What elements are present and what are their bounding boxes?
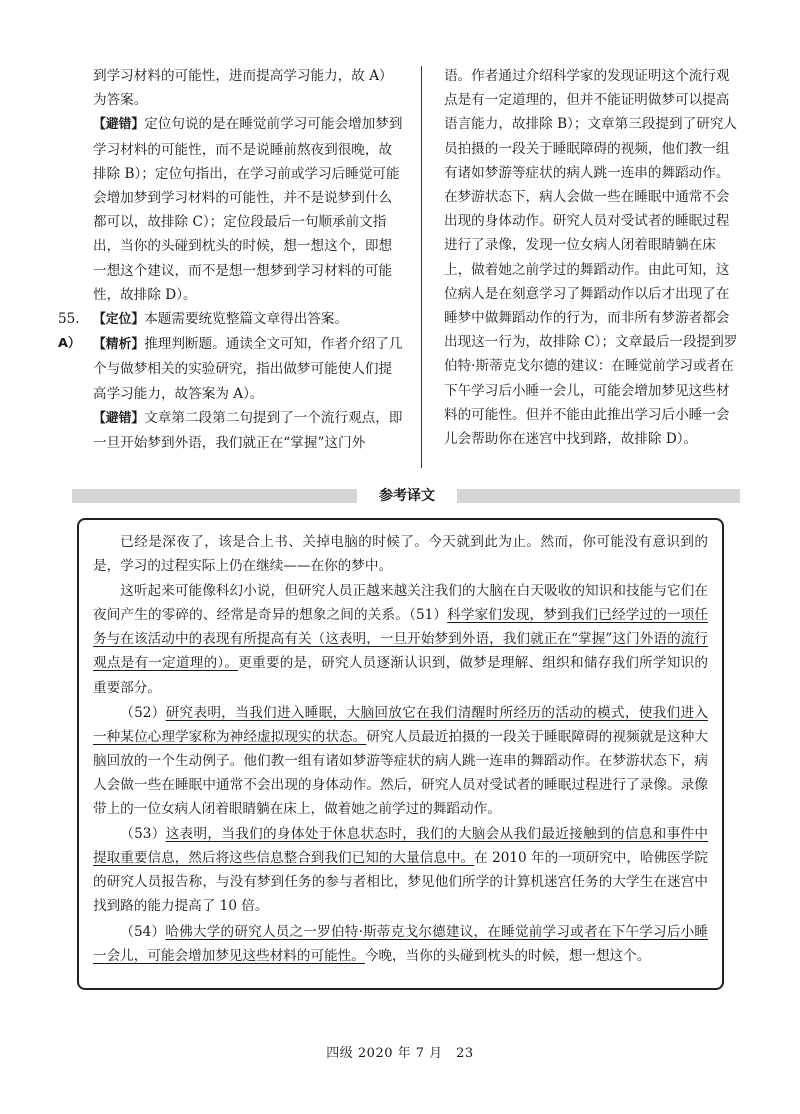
underlined-sentence-53: 这表明，当我们的身体处于休息状态时，我们的大脑会从我们最近接触到的信息和事件中提取重要信息，然后将这些信息整合到我们已知的大量信息中。 [93, 826, 708, 867]
column-divider [421, 66, 422, 468]
avoid-error-tag: 【避错】 [93, 117, 145, 133]
translation-paragraph-3: （52）研究表明，当我们进入睡眠，大脑回放它在我们清醒时所经历的活动的模式，使我们进入一种某位心理学家称为神经虚拟现实的状态。研究人员最近拍摄的一段关于睡眠障碍的视频就是这种大脑回放的一个生动例子。他们教一组有诸如梦游等症状的病人跳一连串的舞蹈动作。在梦游状态下，病人会做一些在睡眠中通常不会出现的身体动作。然后，研究人员对受试者的睡眠过程进行了录像。录像带上的一位女病人闭着眼睛躺在床上，做着她之前学过的舞蹈动作。 [93, 704, 709, 818]
translation-box [77, 518, 724, 990]
answer-label: A） [58, 336, 81, 352]
left-column [58, 64, 403, 455]
analysis-tag: 【精析】 [93, 337, 145, 353]
marker-54: （54） [120, 923, 166, 940]
underlined-sentence-54: 哈佛大学的研究人员之一罗伯特·斯蒂克戈尔德建议，在睡觉前学习或者在下午学习后小睡一会儿，可能会增加梦见这些材料的可能性。 [93, 923, 708, 964]
marker-53: （53） [120, 826, 166, 843]
avoid-error-continuation: 语。作者通过介绍科学家的发现证明这个流行观点是有一定道理的，但并不能证明做梦可以提高语言能力，故排除 B）；文章第三段提到了研究人员拍摄的一段关于睡眠障碍的视频，他们教一组有诸如梦游等症状的病人跳一连串的舞蹈动作。在梦游状态下，病人会做一些在睡眠中通常不会出现的身体动作。研究人员对受试者的睡眠过程进行了录像，发现一位女病人闭着眼睛躺在床上，做着她之前学过的舞蹈动作。由此可知，这位病人是在刻意学习了舞蹈动作以后才出现了在睡梦中做舞蹈动作的行为，而非所有梦游者都会出现这一行为，故排除 C）；文章最后一段提到罗伯特·斯蒂克戈尔德的建议：在睡觉前学习或者在下午学习后小睡一会儿，可能会增加梦见这些材料的可能性。但并不能由此推出学习后小睡一会儿会帮助你在迷宫中找到路，故排除 D）。 [444, 68, 738, 448]
question-number: 55. [58, 311, 80, 328]
marker-51: （51） [409, 607, 448, 624]
analysis-paragraph: 到学习材料的可能性，进而提高学习能力，故 A）为答案。 [93, 68, 393, 109]
analysis-paragraph-55: A） 【精析】推理判断题。通读全文可知，作者介绍了几个与做梦相关的实验研究，指出做梦可能使人们提高学习能力，故答案为 A）。 [58, 332, 403, 406]
avoid-error-paragraph-55: 【避错】文章第二段第二句提到了一个流行观点，即一旦开始梦到外语，我们就正在“掌握”这门外 [93, 409, 403, 452]
avoid-error-tag: 【避错】 [93, 410, 145, 426]
marker-52: （52） [120, 704, 166, 721]
translation-paragraph-2: 这听起来可能像科幻小说，但研究人员正越来越关注我们的大脑在白天吸收的知识和技能与它们在夜间产生的零碎的、经常是奇异的想象之间的关系。（51）科学家们发现，梦到我们已经学过的一项任务与在该活动中的表现有所提高有关（这表明，一旦开始梦到外语，我们就正在“掌握”这门外语的流行观点是有一定道理的）。更重要的是，研究人员逐渐认识到，做梦是理解、组织和储存我们所学知识的重要部分。 [93, 583, 709, 696]
underlined-sentence-52: 研究表明，当我们进入睡眠，大脑回放它在我们清醒时所经历的活动的模式，使我们进入一种某位心理学家称为神经虚拟现实的状态。 [93, 704, 708, 745]
page-footer: 四级 2020 年 7 月 23 [326, 1046, 474, 1061]
section-title: 参考译文 [357, 484, 457, 508]
translation-paragraph-4: （53）这表明，当我们的身体处于休息状态时，我们的大脑会从我们最近接触到的信息和事件中提取重要信息，然后将这些信息整合到我们已知的大量信息中。在 2010 年的一项研究中，哈佛医学院的研究人员报告称，与没有梦到任务的参与者相比，梦见他们所学的计算机迷宫任务的大学生在迷宫中找到路的能力提高了 10 倍。 [93, 826, 708, 915]
avoid-error-paragraph: 【避错】定位句说的是在睡觉前学习可能会增加梦到学习材料的可能性，而不是说睡前熬夜到很晚，故排除 B）；定位句指出，在学习前或学习后睡觉可能会增加梦到学习材料的可能性，并不是说梦到什么都可以，故排除 C）；定位段最后一句顺承前文指出，当你的头碰到枕头的时候，想一想这个，即想一想这个建议，而不是想一想梦到学习材料的可能性，故排除 D）。 [93, 116, 403, 303]
right-column [444, 64, 739, 451]
translation-paragraph-1: 已经是深夜了，该是合上书、关掉电脑的时候了。今天就到此为止。然而，你可能没有意识到的是，学习的过程实际上仍在继续——在你的梦中。 [93, 534, 708, 575]
locate-tag: 【定位】 [93, 312, 145, 328]
question-55-locate: 55. 【定位】本题需要统览整篇文章得出答案。 [58, 307, 403, 332]
translation-paragraph-5: （54）哈佛大学的研究人员之一罗伯特·斯蒂克戈尔德建议，在睡觉前学习或者在下午学习后小睡一会儿，可能会增加梦见这些材料的可能性。今晚，当你的头碰到枕头的时候，想一想这个。 [93, 923, 708, 964]
underlined-sentence-51: 科学家们发现，梦到我们已经学过的一项任务与在该活动中的表现有所提高有关（这表明，一旦开始梦到外语，我们就正在“掌握”这门外语的流行观点是有一定道理的）。 [93, 607, 709, 672]
